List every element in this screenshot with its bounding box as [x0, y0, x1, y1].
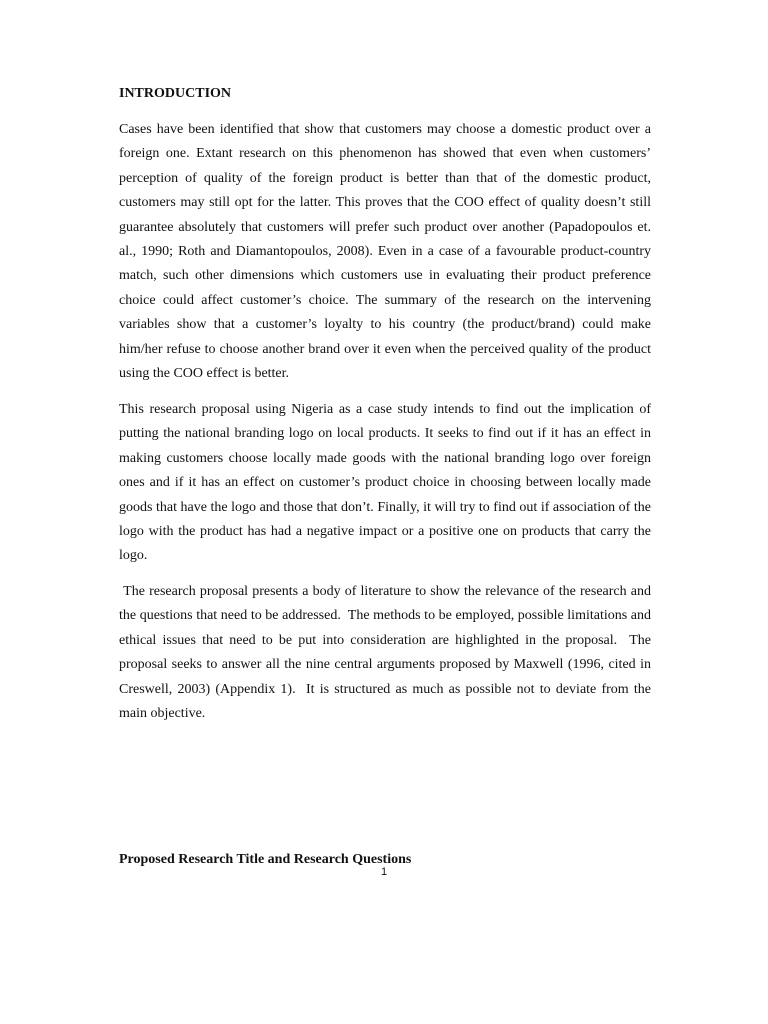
paragraph-coo-effect: Cases have been identified that show that customers may choose a domestic product over a foreign one. Extant research on this phenomenon has showed that even when customers’ perception of quality of the foreign product is better than that of the domestic product, customers may still opt for the latter. This proves that the COO effect of quality doesn’t still guarantee absolutely that customers will prefer such product over another (Papadopoulos et. al., 1990; Roth and Diamantopoulos, 2008). Even in a case of a favourable product-country match, such other dimensions which customers use in evaluating their product preference choice could affect customer’s choice. The summary of the research on the intervening variables show that a customer’s loyalty to his country (the product/brand) could make him/her refuse to choose another brand over it even when the perceived quality of the product using the COO effect is better.	[119, 122, 651, 382]
introduction-heading: INTRODUCTION	[119, 86, 232, 101]
paragraph-proposal-overview: The research proposal presents a body of literature to show the relevance of the research and the questions that need to be addressed. The methods to be employed, possible limitations and ethical issues that need to be put into consideration are highlighted in the proposal. The proposal seeks to answer all the nine central arguments proposed by Maxwell (1996, cited in Creswell, 2003) (Appendix 1). It is structured as much as possible not to deviate from the main objective.	[119, 584, 655, 722]
paragraph-nigeria-case-study: This research proposal using Nigeria as a case study intends to find out the implication of putting the national branding logo on local products. It seeks to find out if it has an effect in making customers choose locally made goods with the national branding logo over foreign ones and if it has an effect on customer’s product choice in choosing between locally made goods that have the logo and those that don’t. Finally, it will try to find out if association of the logo with the product has had a negative impact or a positive one on products that carry the logo.	[119, 402, 651, 564]
research-title-heading: Proposed Research Title and Research Questions	[119, 852, 412, 867]
page-number: 1	[380, 866, 388, 878]
